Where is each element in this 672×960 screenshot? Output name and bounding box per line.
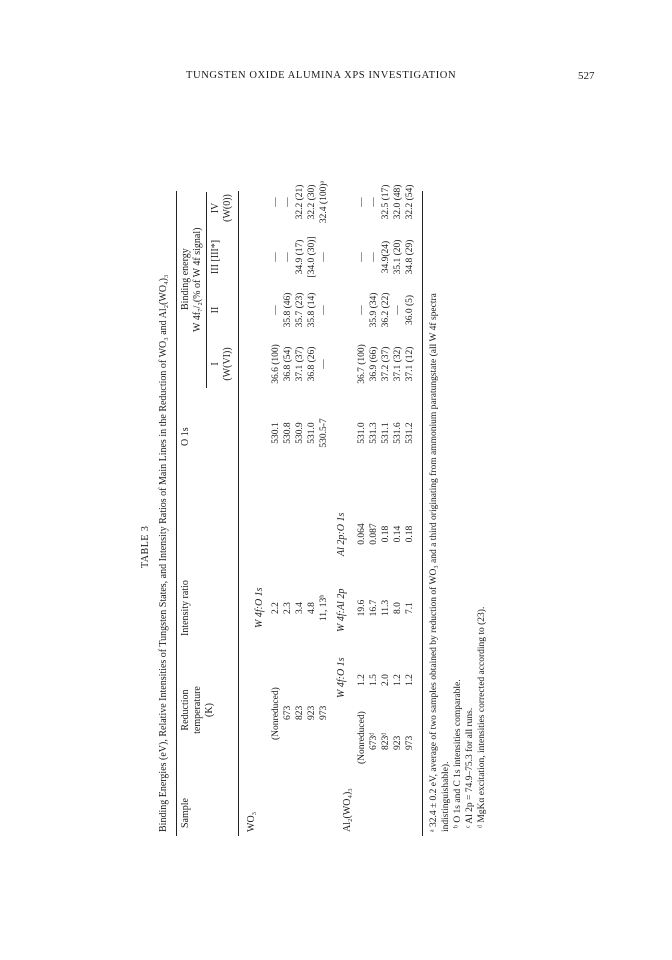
alwo-o1s: 531.0 <box>357 422 367 444</box>
header-reduction-2: temperature <box>192 686 203 734</box>
wo3-col-II: 35.7 (23) <box>295 292 305 328</box>
alwo-col-I: 37.1 (32) <box>393 346 403 382</box>
header-rule <box>238 191 239 836</box>
alwo-col-IV: — <box>357 197 367 207</box>
alwo-o1s: 531.3 <box>369 422 379 444</box>
running-header-title: TUNGSTEN OXIDE ALUMINA XPS INVESTIGATION <box>186 70 457 81</box>
header-sample: Sample <box>180 798 191 828</box>
table-label: TABLE 3 <box>140 525 151 568</box>
header-col-III: III [III*] <box>210 239 221 275</box>
alwo-ratio-header-1: W 4f:O 1s <box>336 657 347 698</box>
wo3-temp: 973 <box>319 705 329 720</box>
alwo-temp: 673ᵈ <box>369 732 379 750</box>
wo3-col-IV: — <box>283 197 293 207</box>
header-col-IV: IV <box>210 202 221 214</box>
alwo-col-IV: 32.5 (17) <box>381 184 391 220</box>
footnote-c: ᶜ Al 2p = 74.9–75.3 for all runs. <box>465 707 475 828</box>
wo3-o1s: 530.9 <box>295 422 305 444</box>
wo3-col-IV: 32.2 (21) <box>295 184 305 220</box>
wo3-o1s: 530.5-7 <box>319 418 329 448</box>
alwo-col-III: 34.9(24) <box>381 240 391 274</box>
alwo-r3: 0.064 <box>357 523 367 545</box>
alwo-r2: 7.1 <box>405 602 415 614</box>
alwo-col-IV: — <box>369 197 379 207</box>
wo3-col-IV: — <box>271 197 281 207</box>
header-col-I: I <box>210 362 221 366</box>
table-caption: Binding Energies (eV), Relative Intensities of Tungsten States, and Intensity Ratios of Main Lines in the Reduction of WO₃ and Al₂(WO₄)₃ <box>158 274 169 832</box>
alwo-r3: 0.14 <box>393 525 403 543</box>
bottom-rule <box>422 191 423 836</box>
alwo-o1s: 531.1 <box>381 422 391 444</box>
wo3-col-IV: 32.4 (100)ᵃ <box>319 180 329 224</box>
wo3-col-III: — <box>271 252 281 262</box>
header-col-I-sub: (W(VI)) <box>222 347 233 381</box>
alwo-temp: (Nonreduced) <box>357 711 367 764</box>
alwo-r3: 0.087 <box>369 523 379 545</box>
header-reduction-3: (K) <box>204 703 215 717</box>
alwo-col-IV: 32.2 (54) <box>405 184 415 220</box>
alwo-col-III: 35.1 (20) <box>393 239 403 275</box>
alwo-col-II: 36.0 (5) <box>405 294 415 326</box>
header-col-II: II <box>210 306 221 314</box>
alwo-temp: 923 <box>393 735 403 750</box>
header-o1s: O 1s <box>180 427 191 446</box>
wo3-col-II: 35.8 (14) <box>307 292 317 328</box>
rotated-table <box>122 168 542 868</box>
wo3-col-I: 36.8 (54) <box>283 346 293 382</box>
header-binding-energy-2: W 4f₇/₂(% of W 4f signal) <box>192 227 203 332</box>
alwo-r1: 2.0 <box>381 674 391 686</box>
alwo-r1: 1.2 <box>357 674 367 686</box>
alwo-col-I: 37.1 (12) <box>405 346 415 382</box>
wo3-temp: (Nonreduced) <box>271 687 281 740</box>
wo3-ratio: 4.8 <box>307 602 317 614</box>
wo3-o1s: 531.0 <box>307 422 317 444</box>
header-reduction-1: Reduction <box>180 689 191 731</box>
wo3-col-III: 34.9 (17) <box>295 239 305 275</box>
sample-alwo: Al₂(WO₄)₃ <box>342 788 353 832</box>
alwo-col-III: 34.8 (29) <box>405 239 415 275</box>
wo3-ratio: 11, 13ᵇ <box>319 594 329 622</box>
alwo-r2: 19.6 <box>357 599 367 617</box>
alwo-o1s: 531.6 <box>393 422 403 444</box>
wo3-o1s: 530.8 <box>283 422 293 444</box>
wo3-ratio: 2.2 <box>271 602 281 614</box>
wo3-temp: 923 <box>307 705 317 720</box>
alwo-col-II: — <box>393 305 403 315</box>
alwo-col-I: 37.2 (37) <box>381 346 391 382</box>
footnote-a-cont: indistinguishable). <box>441 761 451 832</box>
wo3-ratio: 2.3 <box>283 602 293 614</box>
wo3-col-II: — <box>319 305 329 315</box>
alwo-o1s: 531.2 <box>405 422 415 444</box>
header-col-IV-sub: (W(0)) <box>222 194 233 222</box>
wo3-col-III: — <box>319 252 329 262</box>
wo3-temp: 673 <box>283 705 293 720</box>
wo3-col-II: — <box>271 305 281 315</box>
alwo-col-II: 36.2 (22) <box>381 292 391 328</box>
alwo-ratio-header-3: Al 2p:O 1s <box>336 512 347 556</box>
alwo-r3: 0.18 <box>405 525 415 543</box>
alwo-temp: 973 <box>405 735 415 750</box>
wo3-col-I: 36.6 (100) <box>271 344 281 384</box>
wo3-col-III: [34.0 (30)] <box>307 236 317 278</box>
alwo-col-I: 36.7 (100) <box>357 344 367 384</box>
alwo-r2: 11.3 <box>381 599 391 617</box>
top-rule <box>176 191 177 836</box>
alwo-ratio-header-2: W 4f:Al 2p <box>336 588 347 632</box>
header-binding-energy-1: Binding energy <box>180 248 191 310</box>
sample-wo3: WO₃ <box>246 811 257 832</box>
header-intensity-ratio: Intensity ratio <box>180 580 191 636</box>
wo3-col-I: — <box>319 359 329 369</box>
wo3-temp: 823 <box>295 705 305 720</box>
alwo-col-IV: 32.0 (48) <box>393 184 403 220</box>
wo3-col-II: 35.8 (46) <box>283 292 293 328</box>
alwo-col-III: — <box>357 252 367 262</box>
alwo-col-II: — <box>357 305 367 315</box>
alwo-r1: 1.2 <box>405 674 415 686</box>
wo3-o1s: 530.1 <box>271 422 281 444</box>
alwo-col-II: 35.9 (34) <box>369 292 379 328</box>
page-number: 527 <box>578 70 595 82</box>
wo3-ratio: 3.4 <box>295 602 305 614</box>
alwo-r1: 1.2 <box>393 674 403 686</box>
footnote-d: ᵈ MgKα excitation, intensities corrected according to (23). <box>477 606 487 828</box>
alwo-col-III: — <box>369 252 379 262</box>
footnote-b: ᵇ O 1s and C 1s intensities comparable. <box>453 679 463 828</box>
wo3-col-I: 37.1 (37) <box>295 346 305 382</box>
wo3-col-III: — <box>283 252 293 262</box>
footnote-a: ᵃ 32.4 ± 0.2 eV, average of two samples obtained by reduction of WO₃ and a third originating from ammonium paratungstate (all W 4f spectra <box>429 293 439 832</box>
alwo-r3: 0.18 <box>381 525 391 543</box>
wo3-ratio-header: W 4f:O 1s <box>254 587 265 628</box>
binding-underline <box>206 192 207 388</box>
alwo-temp: 823ᵈ <box>381 732 391 750</box>
alwo-r2: 8.0 <box>393 602 403 614</box>
alwo-r1: 1.5 <box>369 674 379 686</box>
wo3-col-IV: 32.2 (30) <box>307 184 317 220</box>
wo3-col-I: 36.8 (26) <box>307 346 317 382</box>
alwo-col-I: 36.9 (66) <box>369 346 379 382</box>
alwo-r2: 16.7 <box>369 599 379 617</box>
